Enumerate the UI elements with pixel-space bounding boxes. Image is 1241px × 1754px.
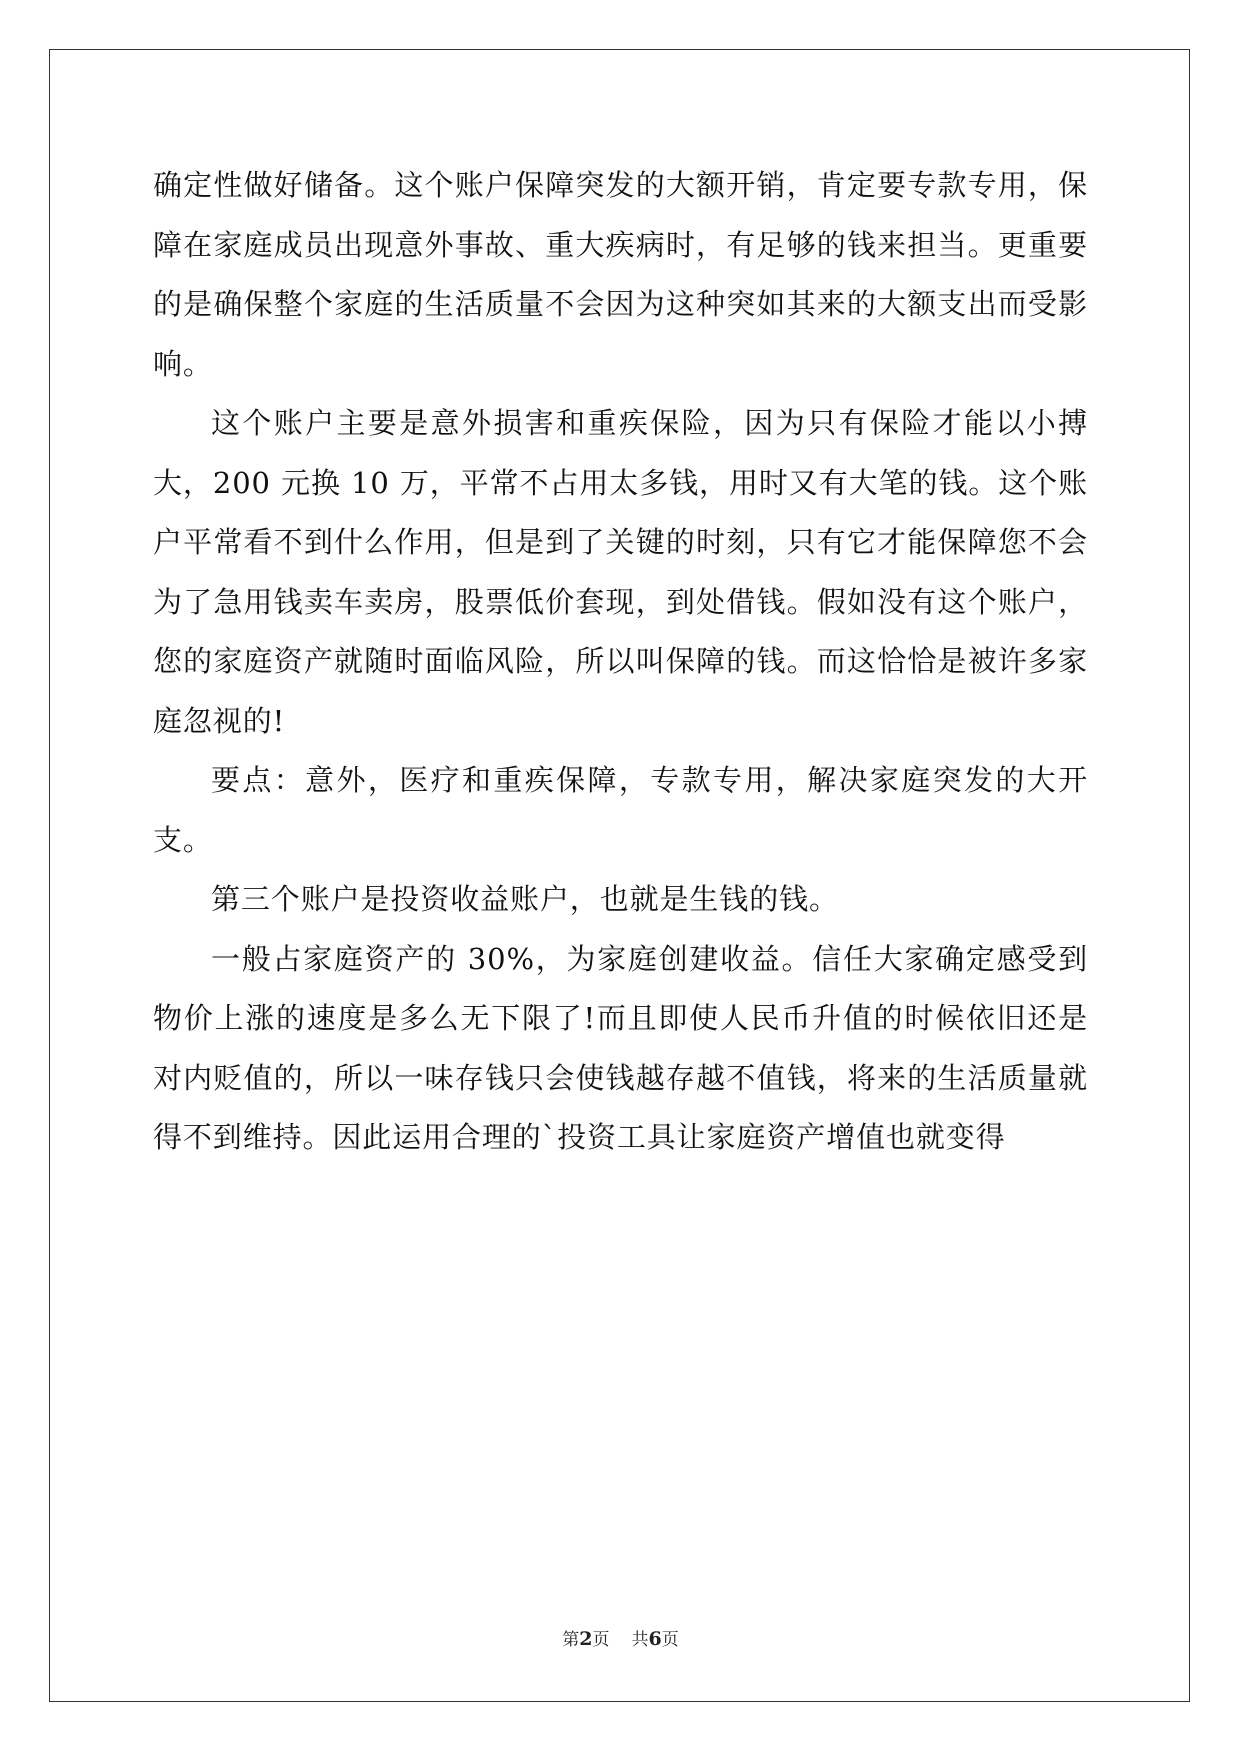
paragraph-5: 一般占家庭资产的 30%，为家庭创建收益。信任大家确定感受到物价上涨的速度是多么无下限了!而且即使人民币升值的时候依旧还是对内贬值的，所以一味存钱只会使钱越存越不值钱，将来的生活质量就得不到维持。因此运用合理的`投资工具让家庭资产增值也就变得 xyxy=(153,941,1088,1154)
paragraph-4: 第三个账户是投资收益账户，也就是生钱的钱。 xyxy=(211,882,839,916)
document-body xyxy=(153,156,1088,1168)
page-total: 6 xyxy=(648,1628,662,1650)
total-prefix: 共 xyxy=(631,1630,649,1650)
page-current: 2 xyxy=(579,1628,593,1650)
page-footer xyxy=(0,1628,1241,1651)
page-prefix: 第 xyxy=(562,1630,580,1650)
total-suffix: 页 xyxy=(661,1630,679,1650)
page-suffix: 页 xyxy=(592,1630,610,1650)
paragraph-2: 这个账户主要是意外损害和重疾保险，因为只有保险才能以小搏大，200 元换 10 万，平常不占用太多钱，用时又有大笔的钱。这个账户平常看不到什么作用，但是到了关键的时刻，只有它才能保障您不会为了急用钱卖车卖房，股票低价套现，到处借钱。假如没有这个账户，您的家庭资产就随时面临风险，所以叫保障的钱。而这恰恰是被许多家庭忽视的! xyxy=(153,406,1088,738)
paragraph-3: 要点：意外，医疗和重疾保障，专款专用，解决家庭突发的大开支。 xyxy=(153,763,1088,857)
paragraph-1: 确定性做好储备。这个账户保障突发的大额开销，肯定要专款专用，保障在家庭成员出现意外事故、重大疾病时，有足够的钱来担当。更重要的是确保整个家庭的生活质量不会因为这种突如其来的大额支出而受影响。 xyxy=(153,168,1088,381)
